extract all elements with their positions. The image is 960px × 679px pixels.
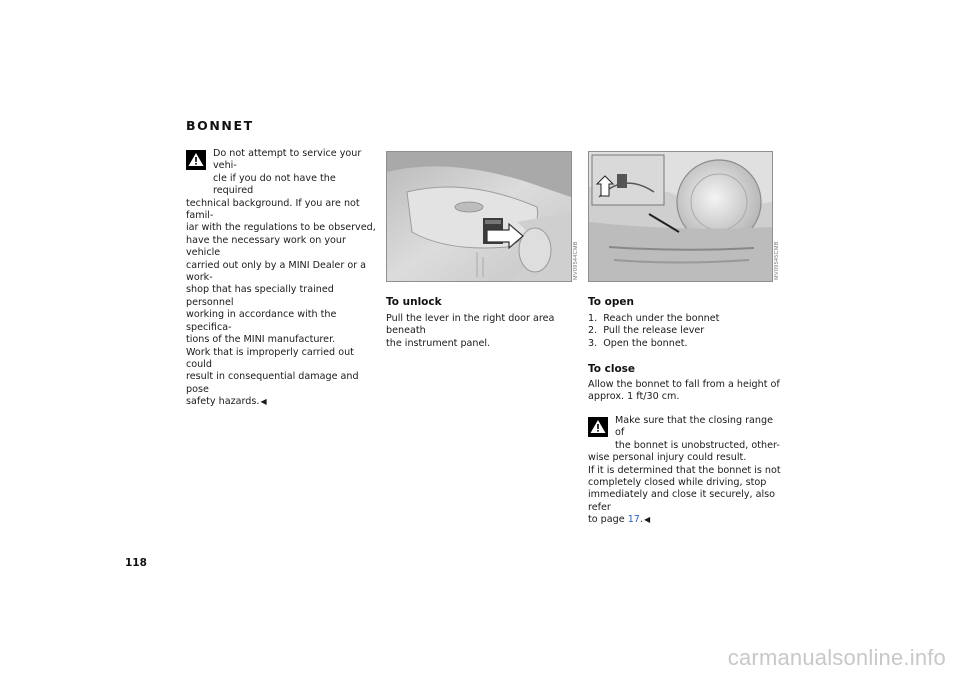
warning-icon <box>588 417 608 437</box>
warning-line-10: Work that is improperly carried out could <box>186 346 354 370</box>
warning2-line-5: completely closed while driving, stop <box>588 477 767 489</box>
warning-line-7: shop that has specially trained personnel <box>186 284 334 308</box>
open-step-1: 1. Reach under the bonnet <box>588 313 720 324</box>
watermark: carmanualsonline.info <box>727 645 946 670</box>
close-line-2: approx. 1 ft/30 cm. <box>588 391 680 403</box>
photo-release-lever <box>386 151 572 282</box>
warning-icon <box>186 150 206 170</box>
warning2-line-7: to page 17.◀ <box>588 514 651 526</box>
warning-line-4: iar with the regulations to be observed, <box>186 222 376 234</box>
close-heading: To close <box>588 363 636 375</box>
warning-line-1: Do not attempt to service your vehi- <box>186 148 376 173</box>
page-link[interactable]: 17 <box>627 514 640 526</box>
end-mark: ◀ <box>643 515 651 525</box>
warning2-line-2: the bonnet is unobstructed, other- <box>615 439 780 451</box>
warning-line-11: result in consequential damage and pose <box>186 371 359 395</box>
open-heading: To open <box>588 296 634 308</box>
open-steps <box>588 313 783 350</box>
warning-line-12: safety hazards.◀ <box>186 396 267 408</box>
unlock-line-2: the instrument panel. <box>386 337 491 349</box>
page-number: 118 <box>125 557 147 569</box>
end-mark: ◀ <box>260 397 267 407</box>
warning-line-9: tions of the MINI manufacturer. <box>186 334 336 346</box>
warning2-line-3: wise personal injury could result. <box>588 452 747 464</box>
warning-line-3: technical background. If you are not famil- <box>186 197 360 222</box>
warning-block-closing <box>588 415 784 527</box>
warning-line-8: working in accordance with the specifica- <box>186 309 337 333</box>
warning-line-5: have the necessary work on your vehicle <box>186 234 346 259</box>
warning2-line-1: Make sure that the closing range of <box>588 415 784 440</box>
warning2-line-4: If it is determined that the bonnet is not <box>588 464 781 476</box>
unlock-heading: To unlock <box>386 296 442 308</box>
warning-line-2: cle if you do not have the required <box>213 172 336 197</box>
unlock-text <box>386 313 584 350</box>
warning2-line-6: immediately and close it securely, also refer <box>588 489 776 513</box>
warning-line-6: carried out only by a MINI Dealer or a work- <box>186 259 367 284</box>
close-line-1: Allow the bonnet to fall from a height of <box>588 379 780 390</box>
section-title: BONNET <box>186 118 254 133</box>
photo2-code: MV09545CMB <box>774 241 780 280</box>
open-step-3: 3. Open the bonnet. <box>588 337 688 349</box>
open-step-2: 2. Pull the release lever <box>588 325 705 337</box>
unlock-line-1: Pull the lever in the right door area beneath <box>386 313 555 337</box>
photo-bonnet-front <box>588 151 773 282</box>
close-text <box>588 379 783 404</box>
photo1-code: MV09544CMB <box>573 241 579 280</box>
warning-block-service <box>186 148 376 409</box>
